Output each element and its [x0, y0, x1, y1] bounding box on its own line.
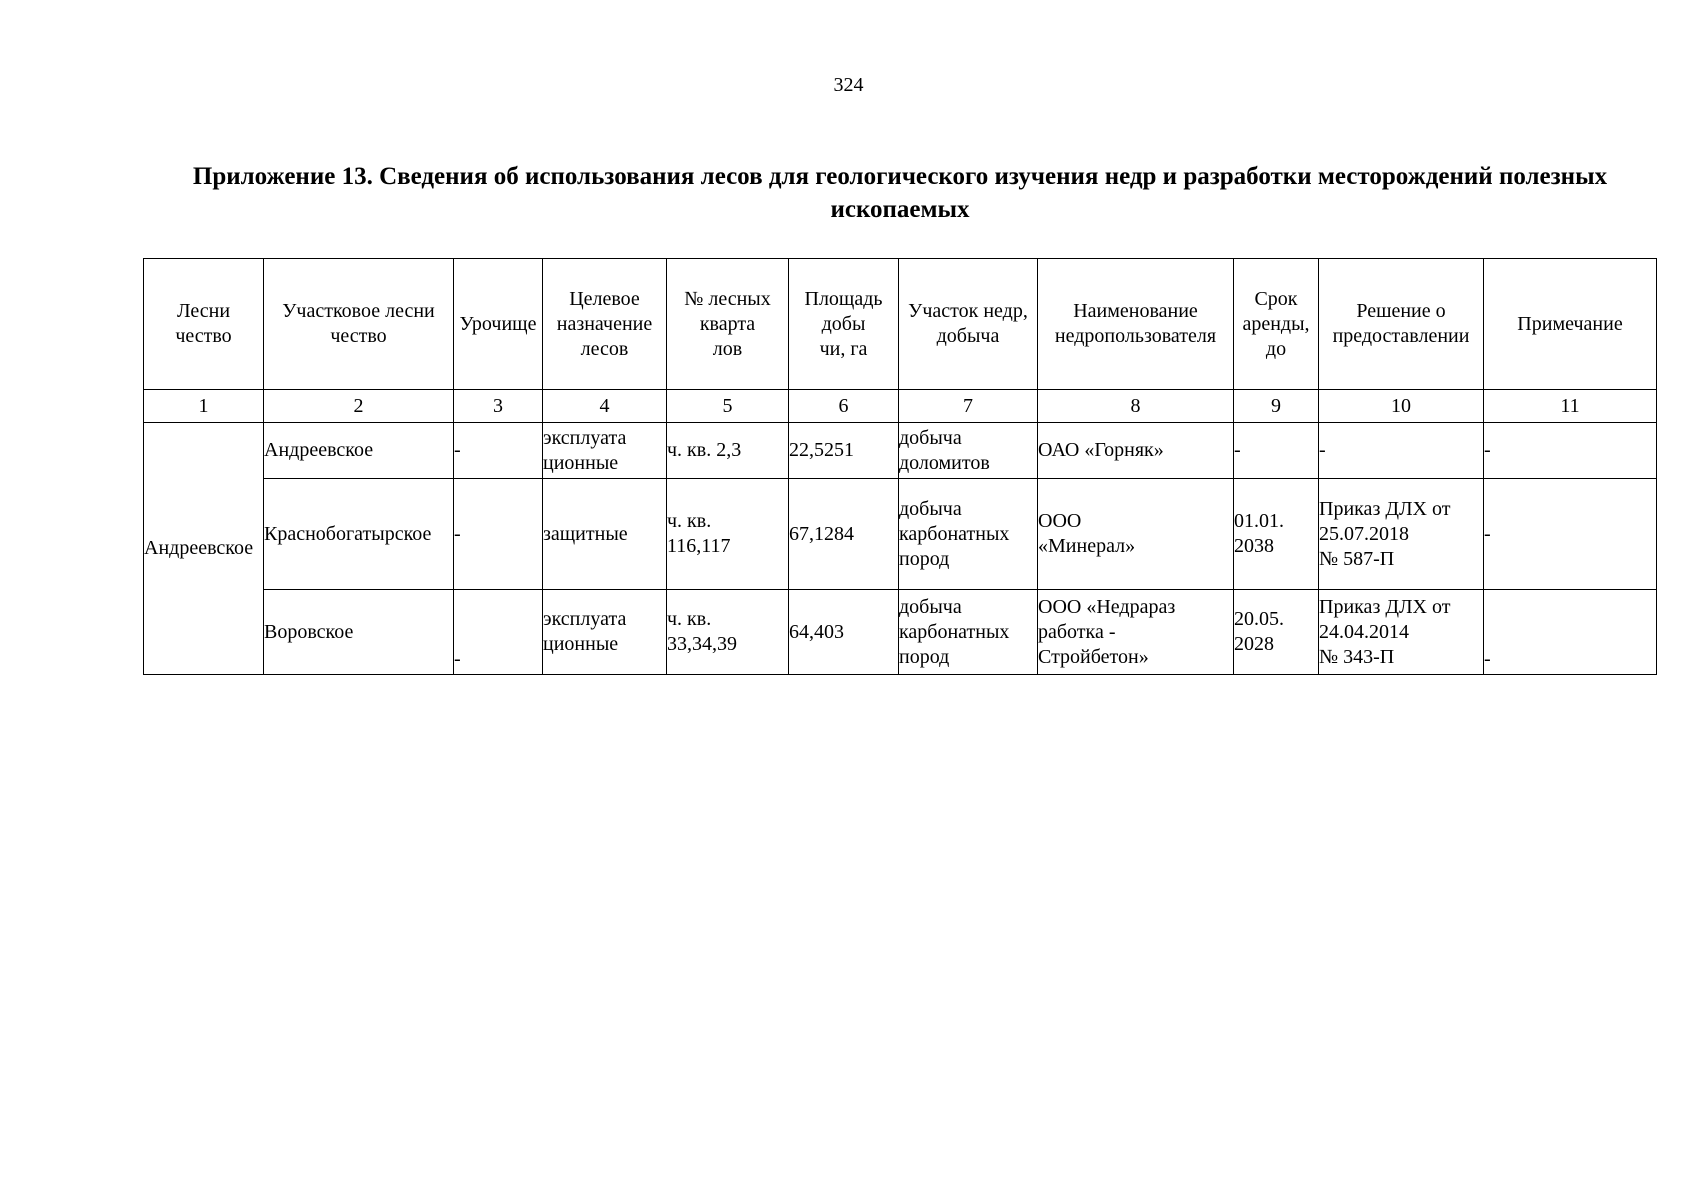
column-number: 7 [899, 390, 1038, 423]
decision-cell: - [1319, 423, 1484, 479]
column-number: 4 [543, 390, 667, 423]
header-note: Примечание [1484, 259, 1657, 390]
decision-cell: Приказ ДЛХ от 25.07.2018 № 587-П [1319, 479, 1484, 590]
lease-cell: 20.05. 2028 [1234, 590, 1319, 675]
column-number: 1 [144, 390, 264, 423]
column-number: 9 [1234, 390, 1319, 423]
purpose-cell: эксплуата ционные [543, 423, 667, 479]
quarters-cell: ч. кв. 2,3 [667, 423, 789, 479]
table-row [144, 423, 1657, 479]
quarters-cell: ч. кв. 116,117 [667, 479, 789, 590]
purpose-cell: защитные [543, 479, 667, 590]
table-row [144, 590, 1657, 675]
tract-cell: - [454, 423, 543, 479]
district-cell: Краснобогатырское [264, 479, 454, 590]
area-cell: 64,403 [789, 590, 899, 675]
column-number: 2 [264, 390, 454, 423]
page-number: 324 [833, 74, 864, 96]
column-number-row [144, 390, 1657, 423]
column-number: 5 [667, 390, 789, 423]
table-header-row [144, 259, 1657, 390]
tract-cell: - [454, 590, 543, 675]
table-row [144, 479, 1657, 590]
page-title: Приложение 13. Сведения об использования лесов для геологического изучения недр и разработки месторождений полезных ископаемых [192, 163, 1608, 223]
note-cell: - [1484, 590, 1657, 675]
header-forestry: Лесни чество [144, 259, 264, 390]
header-district-forestry: Участковое лесни чество [264, 259, 454, 390]
column-number: 10 [1319, 390, 1484, 423]
area-cell: 22,5251 [789, 423, 899, 479]
tract-cell: - [454, 479, 543, 590]
forestry-cell: Андреевское [144, 423, 264, 675]
header-area: Площадь добы чи, га [789, 259, 899, 390]
header-decision: Решение о предоставлении [1319, 259, 1484, 390]
subsoil-cell: добыча карбонатных пород [899, 479, 1038, 590]
header-quarters: № лесных кварта лов [667, 259, 789, 390]
column-number: 6 [789, 390, 899, 423]
area-cell: 67,1284 [789, 479, 899, 590]
decision-cell: Приказ ДЛХ от 24.04.2014 № 343-П [1319, 590, 1484, 675]
header-tract: Урочище [454, 259, 543, 390]
user-cell: ООО «Недрараз работка - Стройбетон» [1038, 590, 1234, 675]
lease-cell: 01.01. 2038 [1234, 479, 1319, 590]
lease-cell: - [1234, 423, 1319, 479]
column-number: 8 [1038, 390, 1234, 423]
user-cell: ОАО «Горняк» [1038, 423, 1234, 479]
user-cell: ООО «Минерал» [1038, 479, 1234, 590]
subsoil-cell: добыча карбонатных пород [899, 590, 1038, 675]
forest-use-table [143, 258, 1657, 675]
column-number: 11 [1484, 390, 1657, 423]
note-cell: - [1484, 423, 1657, 479]
header-lease: Срок аренды, до [1234, 259, 1319, 390]
header-purpose: Целевое назначение лесов [543, 259, 667, 390]
note-cell: - [1484, 479, 1657, 590]
header-subsoil: Участок недр, добыча [899, 259, 1038, 390]
header-user: Наименование недропользователя [1038, 259, 1234, 390]
district-cell: Воровское [264, 590, 454, 675]
district-cell: Андреевское [264, 423, 454, 479]
purpose-cell: эксплуата ционные [543, 590, 667, 675]
column-number: 3 [454, 390, 543, 423]
quarters-cell: ч. кв. 33,34,39 [667, 590, 789, 675]
subsoil-cell: добыча доломитов [899, 423, 1038, 479]
